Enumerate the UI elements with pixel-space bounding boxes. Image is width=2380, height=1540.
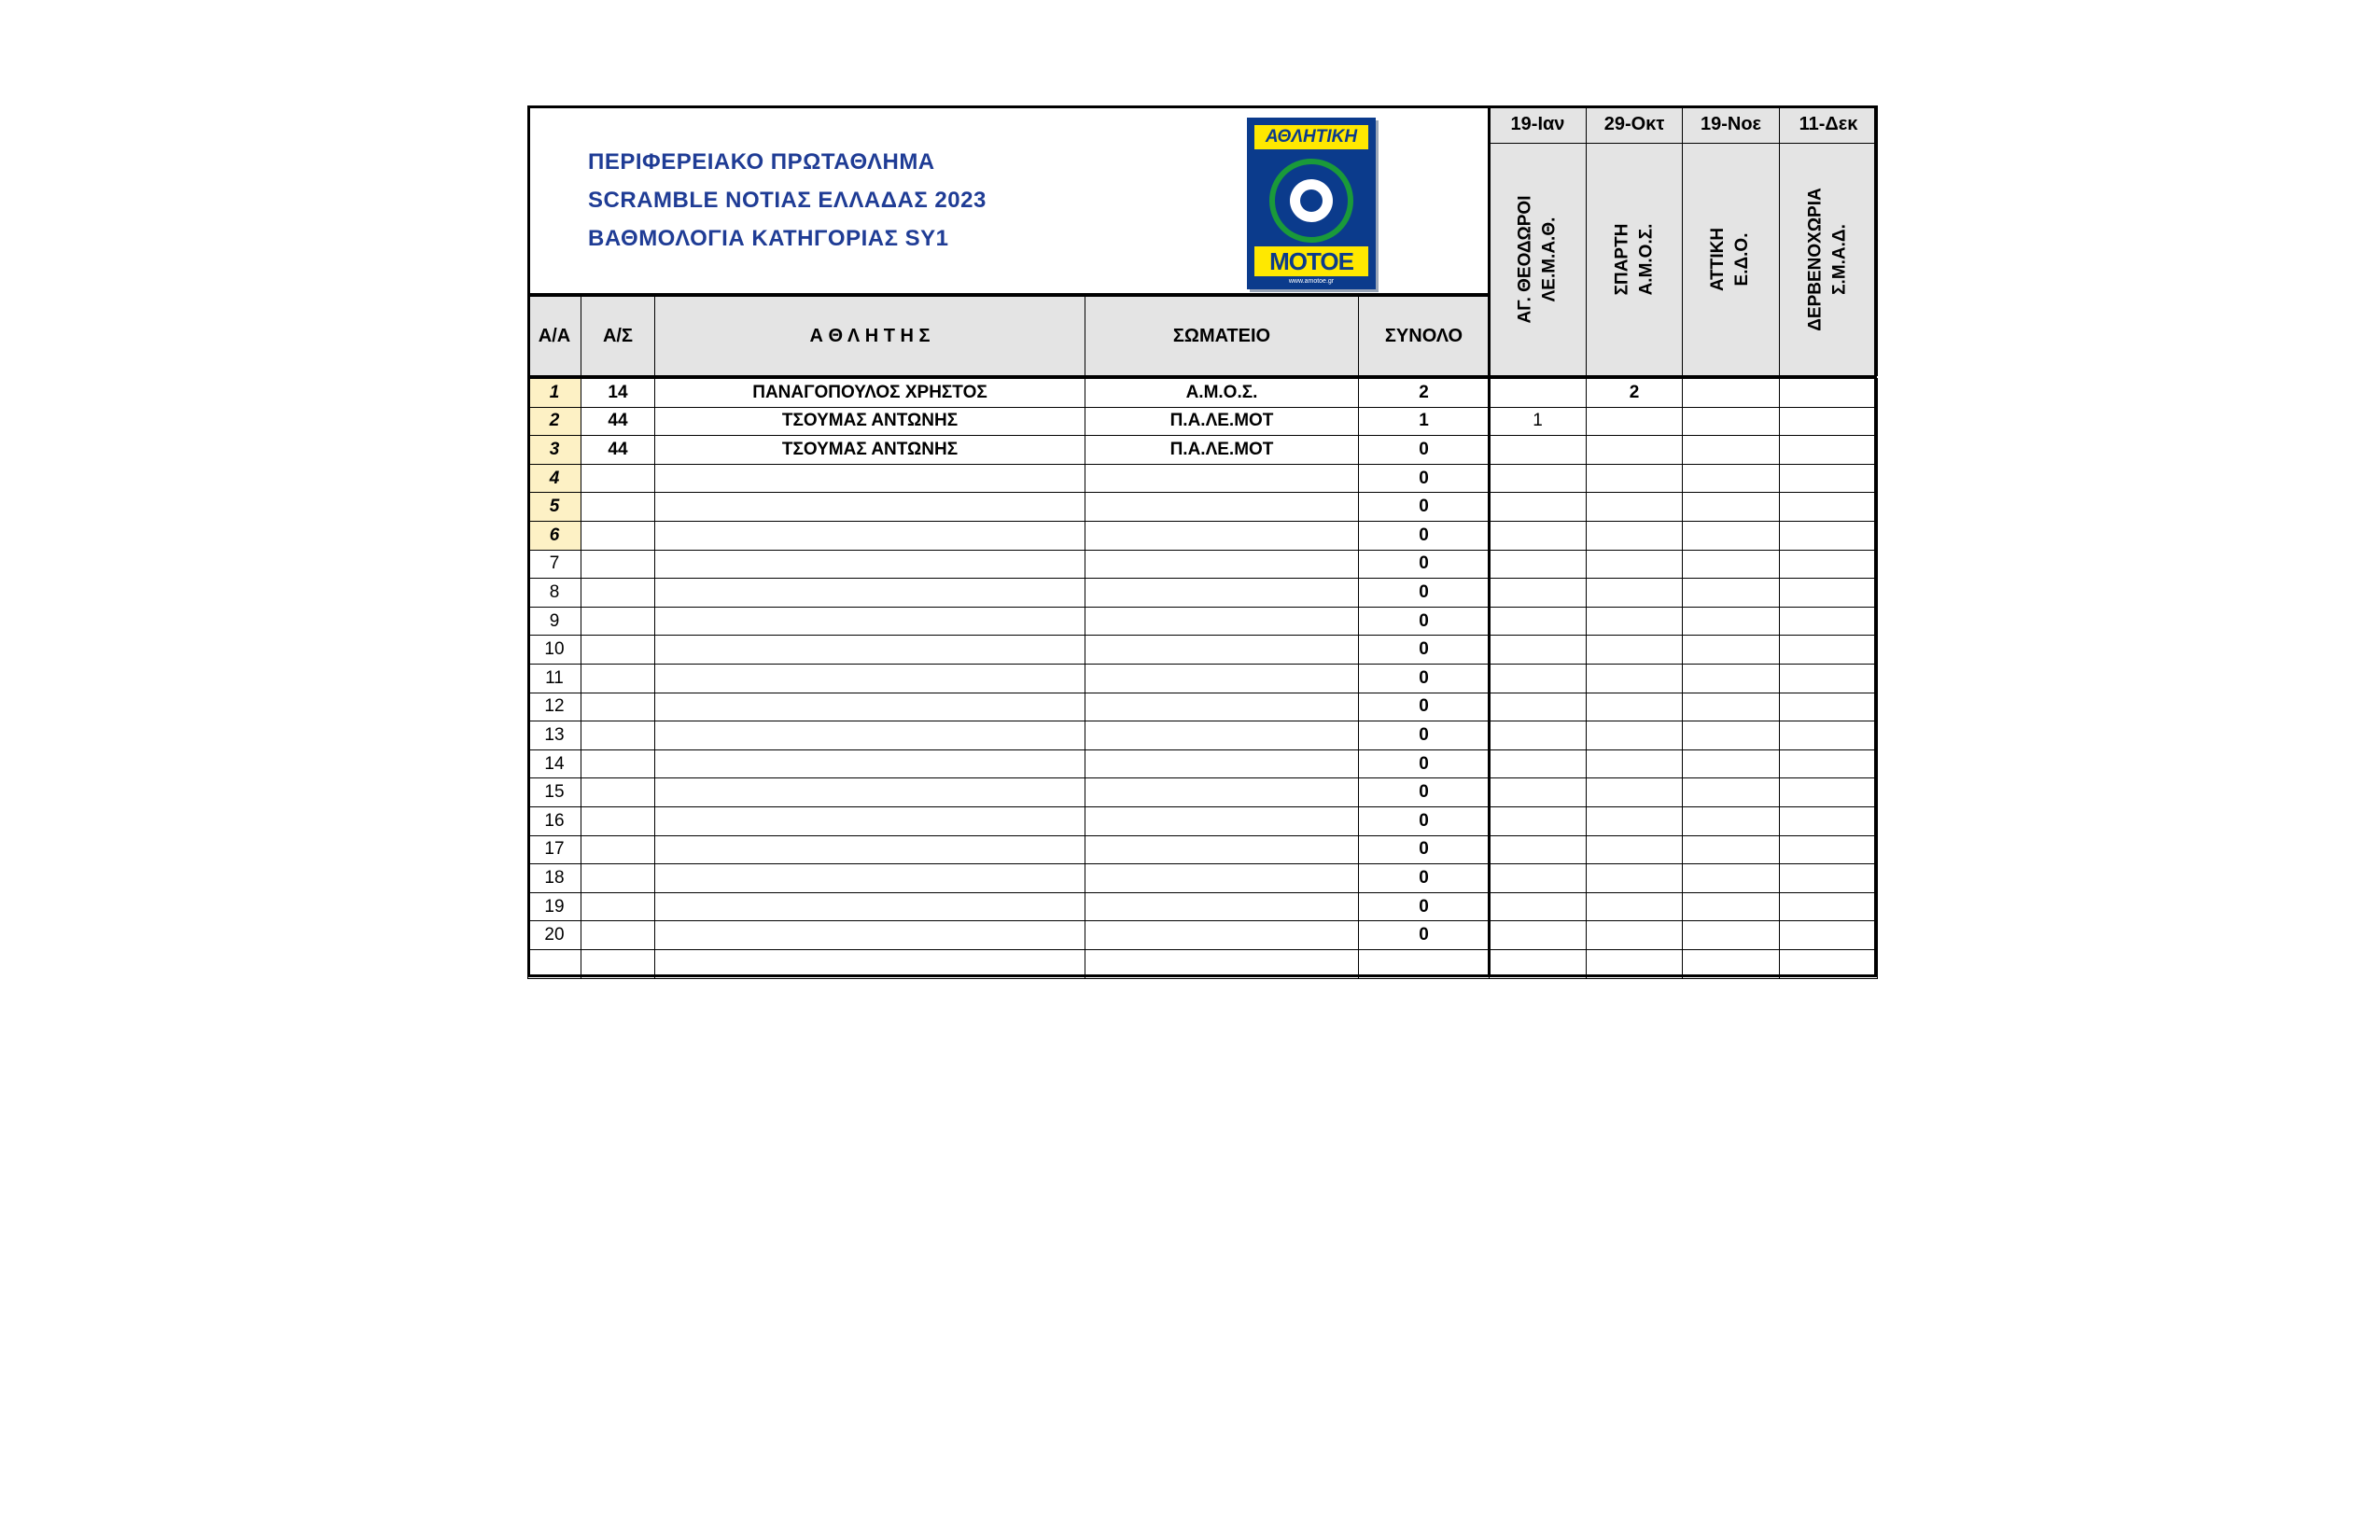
cell-event-points-1 xyxy=(1489,721,1587,750)
cell-club xyxy=(1085,635,1359,665)
logo-top-text: ΑΘΛΗΤΙΚΗ xyxy=(1254,125,1368,149)
cell-total: 0 xyxy=(1358,492,1490,522)
amotoe-logo xyxy=(1247,118,1376,289)
cell-athlete xyxy=(654,578,1085,608)
cell-athlete xyxy=(654,749,1085,779)
cell-club xyxy=(1085,521,1359,551)
cell-event-points-4 xyxy=(1779,949,1878,979)
cell-total: 0 xyxy=(1358,892,1490,922)
cell-club xyxy=(1085,806,1359,836)
cell-total: 0 xyxy=(1358,464,1490,494)
cell-club: Π.Α.ΛΕ.ΜΟΤ xyxy=(1085,435,1359,465)
cell-total xyxy=(1358,949,1490,979)
logo-emblem-icon xyxy=(1269,159,1353,243)
cell-athlete xyxy=(654,492,1085,522)
cell-event-points-2 xyxy=(1586,749,1683,779)
standings-sheet xyxy=(527,105,1877,977)
event-date-3: 19-Νοε xyxy=(1682,105,1780,144)
event-venue-1 xyxy=(1489,143,1587,376)
cell-total: 0 xyxy=(1358,578,1490,608)
cell-athlete xyxy=(654,635,1085,665)
event-place: ΑΓ. ΘΕΟΔΩΡΟΙ xyxy=(1515,195,1535,324)
cell-event-points-2 xyxy=(1586,920,1683,950)
cell-rank xyxy=(527,949,581,979)
cell-rank: 5 xyxy=(527,492,581,522)
cell-rank: 20 xyxy=(527,920,581,950)
cell-event-points-2 xyxy=(1586,464,1683,494)
cell-event-points-3 xyxy=(1682,777,1780,807)
cell-event-points-1 xyxy=(1489,777,1587,807)
cell-event-points-4 xyxy=(1779,521,1878,551)
cell-event-points-3 xyxy=(1682,664,1780,693)
cell-number xyxy=(581,492,655,522)
cell-total: 0 xyxy=(1358,777,1490,807)
cell-event-points-3 xyxy=(1682,407,1780,437)
cell-event-points-2 xyxy=(1586,949,1683,979)
cell-number xyxy=(581,749,655,779)
cell-rank: 1 xyxy=(527,378,581,408)
cell-number xyxy=(581,550,655,580)
cell-athlete xyxy=(654,863,1085,893)
cell-athlete xyxy=(654,777,1085,807)
cell-number xyxy=(581,693,655,722)
cell-event-points-1 xyxy=(1489,863,1587,893)
cell-event-points-2 xyxy=(1586,635,1683,665)
cell-rank: 16 xyxy=(527,806,581,836)
cell-event-points-3 xyxy=(1682,721,1780,750)
cell-event-points-2 xyxy=(1586,435,1683,465)
cell-total: 0 xyxy=(1358,435,1490,465)
cell-total: 0 xyxy=(1358,863,1490,893)
cell-club xyxy=(1085,749,1359,779)
cell-rank: 4 xyxy=(527,464,581,494)
cell-event-points-3 xyxy=(1682,806,1780,836)
cell-athlete: ΠΑΝΑΓΟΠΟΥΛΟΣ ΧΡΗΣΤΟΣ xyxy=(654,378,1085,408)
cell-rank: 9 xyxy=(527,607,581,637)
cell-event-points-2 xyxy=(1586,863,1683,893)
cell-rank: 14 xyxy=(527,749,581,779)
cell-total: 0 xyxy=(1358,693,1490,722)
cell-event-points-1 xyxy=(1489,635,1587,665)
cell-rank: 6 xyxy=(527,521,581,551)
cell-club xyxy=(1085,492,1359,522)
cell-event-points-1 xyxy=(1489,892,1587,922)
cell-event-points-3 xyxy=(1682,693,1780,722)
logo-word: ΜΟΤΟΕ xyxy=(1254,246,1368,276)
cell-event-points-3 xyxy=(1682,578,1780,608)
cell-event-points-3 xyxy=(1682,892,1780,922)
cell-event-points-2 xyxy=(1586,550,1683,580)
event-place: ΣΠΑΡΤΗ xyxy=(1611,223,1631,296)
cell-number xyxy=(581,607,655,637)
cell-event-points-3 xyxy=(1682,920,1780,950)
cell-event-points-2 xyxy=(1586,777,1683,807)
cell-event-points-1 xyxy=(1489,492,1587,522)
event-place: ΑΤΤΙΚΗ xyxy=(1708,227,1729,292)
cell-athlete xyxy=(654,693,1085,722)
cell-event-points-2 xyxy=(1586,693,1683,722)
cell-event-points-4 xyxy=(1779,806,1878,836)
cell-event-points-1 xyxy=(1489,693,1587,722)
cell-rank: 11 xyxy=(527,664,581,693)
cell-event-points-4 xyxy=(1779,492,1878,522)
cell-club xyxy=(1085,920,1359,950)
cell-athlete xyxy=(654,920,1085,950)
event-venue-label xyxy=(1706,228,1755,291)
cell-total: 0 xyxy=(1358,635,1490,665)
cell-event-points-1: 1 xyxy=(1489,407,1587,437)
cell-event-points-4 xyxy=(1779,920,1878,950)
event-organizer: Σ.Μ.Α.Δ. xyxy=(1830,224,1851,295)
cell-total: 0 xyxy=(1358,607,1490,637)
cell-event-points-1 xyxy=(1489,550,1587,580)
cell-rank: 3 xyxy=(527,435,581,465)
cell-event-points-1 xyxy=(1489,749,1587,779)
cell-club xyxy=(1085,550,1359,580)
cell-total: 0 xyxy=(1358,664,1490,693)
cell-event-points-1 xyxy=(1489,578,1587,608)
cell-event-points-2 xyxy=(1586,607,1683,637)
cell-total: 2 xyxy=(1358,378,1490,408)
cell-total: 1 xyxy=(1358,407,1490,437)
event-place: ΔΕΡΒΕΝΟΧΩΡΙΑ xyxy=(1806,188,1827,331)
event-date-1: 19-Ιαν xyxy=(1489,105,1587,144)
cell-total: 0 xyxy=(1358,550,1490,580)
event-venue-label xyxy=(1804,188,1853,330)
cell-event-points-2 xyxy=(1586,664,1683,693)
cell-rank: 17 xyxy=(527,835,581,865)
event-venue-4 xyxy=(1779,143,1878,376)
cell-number xyxy=(581,777,655,807)
col-header-club: ΣΩΜΑΤΕΙΟ xyxy=(1085,296,1359,376)
cell-number xyxy=(581,664,655,693)
title-line-2: SCRAMBLE ΝΟΤΙΑΣ ΕΛΛΑΔΑΣ 2023 xyxy=(588,188,987,213)
cell-event-points-3 xyxy=(1682,550,1780,580)
col-header-number: Α/Σ xyxy=(581,296,655,376)
cell-club xyxy=(1085,607,1359,637)
cell-total: 0 xyxy=(1358,749,1490,779)
cell-event-points-1 xyxy=(1489,464,1587,494)
cell-club xyxy=(1085,693,1359,722)
cell-rank: 2 xyxy=(527,407,581,437)
cell-rank: 10 xyxy=(527,635,581,665)
cell-event-points-1 xyxy=(1489,920,1587,950)
cell-event-points-1 xyxy=(1489,607,1587,637)
cell-event-points-1 xyxy=(1489,435,1587,465)
cell-event-points-4 xyxy=(1779,607,1878,637)
cell-event-points-3 xyxy=(1682,949,1780,979)
cell-athlete xyxy=(654,464,1085,494)
event-organizer: ΛΕ.Μ.Α.Θ. xyxy=(1539,217,1560,302)
cell-club: Α.Μ.Ο.Σ. xyxy=(1085,378,1359,408)
cell-club xyxy=(1085,578,1359,608)
cell-event-points-2 xyxy=(1586,407,1683,437)
cell-club: Π.Α.ΛΕ.ΜΟΤ xyxy=(1085,407,1359,437)
cell-rank: 18 xyxy=(527,863,581,893)
cell-event-points-4 xyxy=(1779,407,1878,437)
cell-event-points-4 xyxy=(1779,749,1878,779)
cell-event-points-2 xyxy=(1586,835,1683,865)
event-venue-3 xyxy=(1682,143,1780,376)
cell-number xyxy=(581,464,655,494)
cell-athlete xyxy=(654,835,1085,865)
cell-number xyxy=(581,863,655,893)
cell-total: 0 xyxy=(1358,721,1490,750)
event-organizer: Α.Μ.Ο.Σ. xyxy=(1635,223,1656,296)
event-venue-label xyxy=(1514,196,1562,324)
cell-rank: 12 xyxy=(527,693,581,722)
cell-club xyxy=(1085,863,1359,893)
cell-rank: 8 xyxy=(527,578,581,608)
cell-event-points-4 xyxy=(1779,378,1878,408)
title-line-1: ΠΕΡΙΦΕΡΕΙΑΚΟ ΠΡΩΤΑΘΛΗΜΑ xyxy=(588,149,935,175)
cell-total: 0 xyxy=(1358,806,1490,836)
cell-number: 14 xyxy=(581,378,655,408)
event-date-2: 29-Οκτ xyxy=(1586,105,1683,144)
cell-total: 0 xyxy=(1358,835,1490,865)
event-date-4: 11-Δεκ xyxy=(1779,105,1878,144)
cell-event-points-3 xyxy=(1682,863,1780,893)
cell-event-points-4 xyxy=(1779,550,1878,580)
cell-athlete xyxy=(654,806,1085,836)
cell-number xyxy=(581,635,655,665)
cell-total: 0 xyxy=(1358,521,1490,551)
cell-event-points-4 xyxy=(1779,777,1878,807)
cell-number xyxy=(581,949,655,979)
cell-event-points-2: 2 xyxy=(1586,378,1683,408)
cell-number xyxy=(581,521,655,551)
cell-event-points-2 xyxy=(1586,806,1683,836)
title-line-3: ΒΑΘΜΟΛΟΓΙΑ ΚΑΤΗΓΟΡΙΑΣ SY1 xyxy=(588,226,949,251)
cell-athlete xyxy=(654,521,1085,551)
col-header-athlete: Α Θ Λ Η Τ Η Σ xyxy=(654,296,1085,376)
cell-event-points-2 xyxy=(1586,721,1683,750)
cell-event-points-4 xyxy=(1779,892,1878,922)
cell-club xyxy=(1085,949,1359,979)
cell-number: 44 xyxy=(581,435,655,465)
cell-athlete: ΤΣΟΥΜΑΣ ΑΝΤΩΝΗΣ xyxy=(654,407,1085,437)
cell-event-points-3 xyxy=(1682,749,1780,779)
cell-event-points-3 xyxy=(1682,607,1780,637)
cell-athlete xyxy=(654,949,1085,979)
cell-event-points-4 xyxy=(1779,721,1878,750)
cell-event-points-3 xyxy=(1682,521,1780,551)
cell-event-points-3 xyxy=(1682,435,1780,465)
cell-rank: 7 xyxy=(527,550,581,580)
cell-number xyxy=(581,806,655,836)
cell-club xyxy=(1085,721,1359,750)
cell-number xyxy=(581,835,655,865)
cell-club xyxy=(1085,464,1359,494)
cell-event-points-2 xyxy=(1586,578,1683,608)
cell-event-points-1 xyxy=(1489,949,1587,979)
title-box xyxy=(527,105,1517,296)
cell-event-points-3 xyxy=(1682,492,1780,522)
cell-event-points-3 xyxy=(1682,378,1780,408)
col-header-total: ΣΥΝΟΛΟ xyxy=(1358,296,1490,376)
cell-club xyxy=(1085,777,1359,807)
event-venue-label xyxy=(1610,224,1659,296)
cell-event-points-2 xyxy=(1586,492,1683,522)
cell-number xyxy=(581,721,655,750)
cell-event-points-3 xyxy=(1682,635,1780,665)
cell-athlete xyxy=(654,721,1085,750)
cell-event-points-1 xyxy=(1489,664,1587,693)
cell-club xyxy=(1085,664,1359,693)
cell-number xyxy=(581,920,655,950)
cell-club xyxy=(1085,892,1359,922)
cell-number xyxy=(581,578,655,608)
cell-event-points-1 xyxy=(1489,521,1587,551)
cell-event-points-1 xyxy=(1489,835,1587,865)
cell-event-points-1 xyxy=(1489,806,1587,836)
cell-total: 0 xyxy=(1358,920,1490,950)
cell-athlete: ΤΣΟΥΜΑΣ ΑΝΤΩΝΗΣ xyxy=(654,435,1085,465)
cell-event-points-3 xyxy=(1682,835,1780,865)
cell-rank: 15 xyxy=(527,777,581,807)
cell-rank: 13 xyxy=(527,721,581,750)
cell-event-points-4 xyxy=(1779,693,1878,722)
cell-athlete xyxy=(654,664,1085,693)
cell-rank: 19 xyxy=(527,892,581,922)
cell-event-points-4 xyxy=(1779,578,1878,608)
cell-event-points-3 xyxy=(1682,464,1780,494)
logo-url: www.amotoe.gr xyxy=(1288,278,1335,285)
event-venue-2 xyxy=(1586,143,1683,376)
cell-athlete xyxy=(654,892,1085,922)
cell-event-points-4 xyxy=(1779,664,1878,693)
col-header-rank: Α/Α xyxy=(527,296,581,376)
cell-event-points-4 xyxy=(1779,435,1878,465)
cell-athlete xyxy=(654,550,1085,580)
cell-event-points-1 xyxy=(1489,378,1587,408)
event-organizer: Ε.Δ.Ο. xyxy=(1732,232,1753,287)
cell-event-points-4 xyxy=(1779,835,1878,865)
cell-event-points-4 xyxy=(1779,863,1878,893)
cell-number xyxy=(581,892,655,922)
cell-number: 44 xyxy=(581,407,655,437)
cell-club xyxy=(1085,835,1359,865)
cell-event-points-4 xyxy=(1779,464,1878,494)
cell-event-points-2 xyxy=(1586,892,1683,922)
cell-athlete xyxy=(654,607,1085,637)
cell-event-points-2 xyxy=(1586,521,1683,551)
cell-event-points-4 xyxy=(1779,635,1878,665)
